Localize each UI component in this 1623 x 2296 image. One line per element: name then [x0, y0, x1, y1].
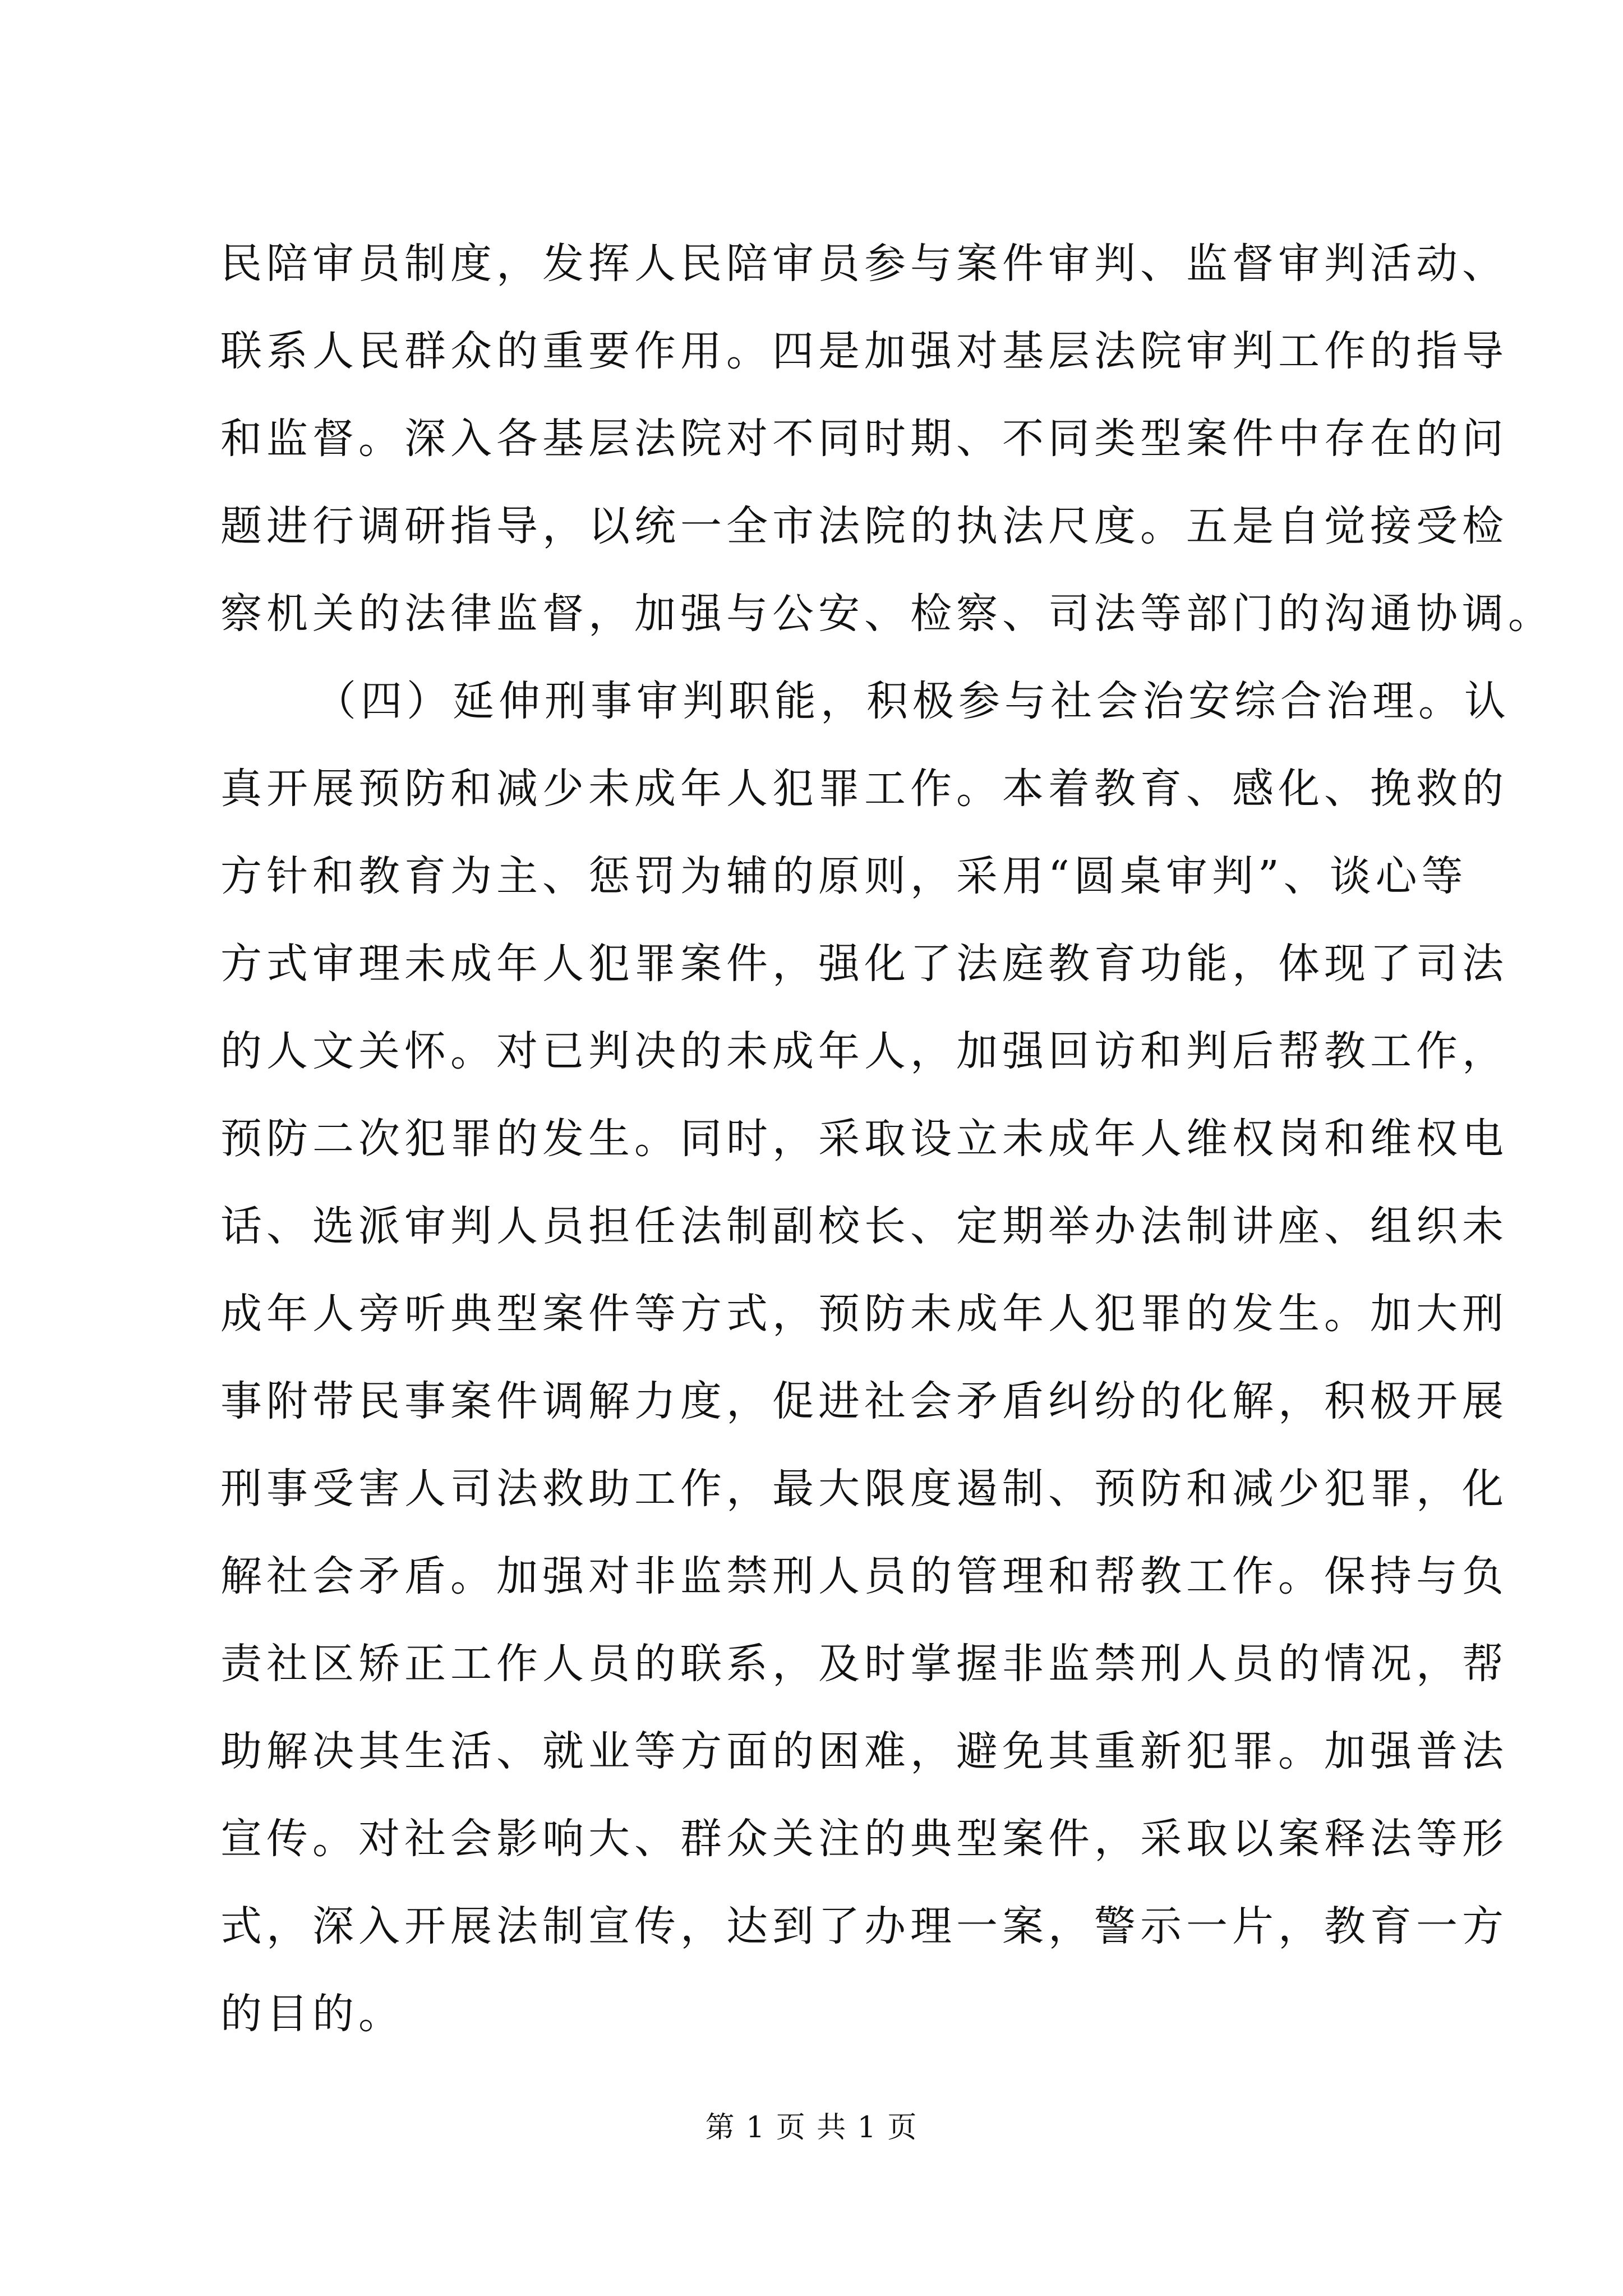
text-line: 民陪审员制度，发挥人民陪审员参与案件审判、监督审判活动、	[220, 240, 1508, 288]
text-line: （四）延伸刑事审判职能，积极参与社会治安综合治理。认	[315, 677, 1510, 725]
text-line: 责社区矫正工作人员的联系，及时掌握非监禁刑人员的情况，帮	[220, 1640, 1508, 1688]
text-line: 方式审理未成年人犯罪案件，强化了法庭教育功能，体现了司法	[220, 940, 1508, 988]
text-line: 话、选派审判人员担任法制副校长、定期举办法制讲座、组织未	[220, 1202, 1508, 1250]
text-line: 刑事受害人司法救助工作，最大限度遏制、预防和减少犯罪，化	[220, 1465, 1508, 1513]
paragraph-1	[220, 220, 1554, 657]
text-line: 助解决其生活、就业等方面的困难，避免其重新犯罪。加强普法	[220, 1727, 1508, 1775]
text-line: 的目的。	[220, 1990, 404, 2038]
page-footer	[0, 2108, 1623, 2147]
text-line: 的人文关怀。对已判决的未成年人，加强回访和判后帮教工作，	[220, 1027, 1508, 1075]
text-line: 宣传。对社会影响大、群众关注的典型案件，采取以案释法等形	[220, 1815, 1508, 1863]
text-line: 成年人旁听典型案件等方式，预防未成年人犯罪的发生。加大刑	[220, 1290, 1508, 1338]
paragraph-2	[220, 657, 1510, 2058]
text-line: 式，深入开展法制宣传，达到了办理一案，警示一片，教育一方	[220, 1902, 1508, 1950]
text-line: 题进行调研指导，以统一全市法院的执法尺度。五是自觉接受检	[220, 502, 1508, 550]
document-body	[220, 220, 1554, 2058]
text-line: 真开展预防和减少未成年人犯罪工作。本着教育、感化、挽救的	[220, 765, 1508, 813]
text-line: 方针和教育为主、惩罚为辅的原则，采用“圆桌审判”、谈心等	[220, 852, 1468, 900]
text-line: 察机关的法律监督，加强与公安、检察、司法等部门的沟通协调。	[220, 590, 1554, 638]
text-line: 和监督。深入各基层法院对不同时期、不同类型案件中存在的问	[220, 415, 1508, 463]
text-line: 解社会矛盾。加强对非监禁刑人员的管理和帮教工作。保持与负	[220, 1552, 1508, 1600]
text-line: 预防二次犯罪的发生。同时，采取设立未成年人维权岗和维权电	[220, 1115, 1508, 1163]
text-line: 联系人民群众的重要作用。四是加强对基层法院审判工作的指导	[220, 327, 1508, 375]
page-number-label: 第 1 页 共 1 页	[705, 2111, 918, 2145]
text-line: 事附带民事案件调解力度，促进社会矛盾纠纷的化解，积极开展	[220, 1377, 1508, 1425]
